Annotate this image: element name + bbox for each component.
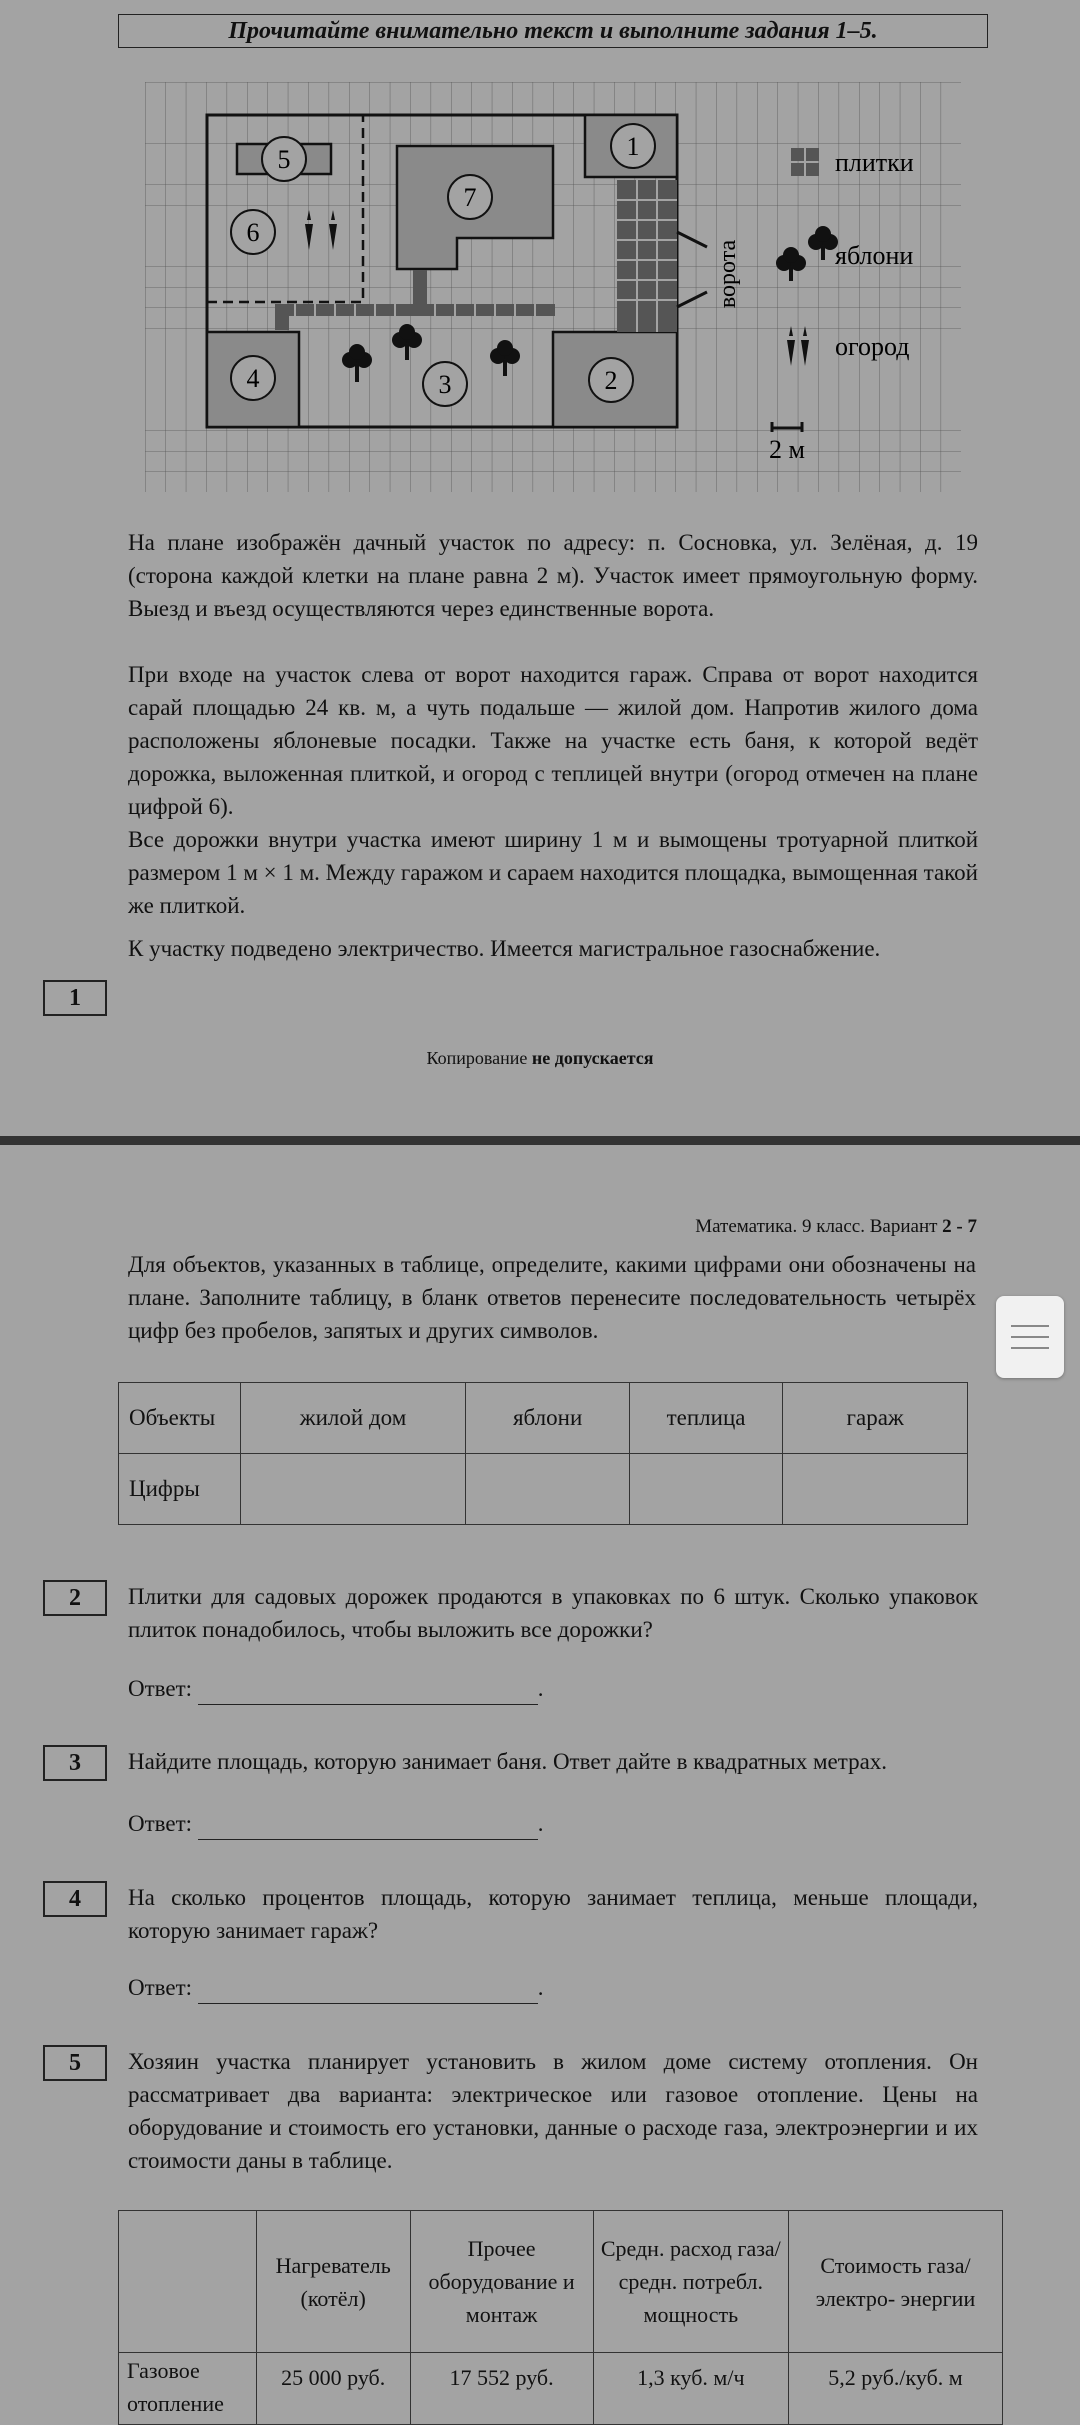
table-row	[119, 1383, 968, 1454]
svg-text:4: 4	[246, 364, 260, 393]
running-head-variant: 2 - 7	[942, 1216, 977, 1237]
svg-text:7: 7	[463, 183, 477, 212]
task-number-4: 4	[43, 1881, 107, 1917]
answer-cell[interactable]	[783, 1454, 968, 1525]
copyright-notice	[0, 1048, 1080, 1069]
running-head	[695, 1216, 977, 1238]
task2-text: Плитки для садовых дорожек продаются в упаковках по 6 штук. Сколько упаковок плиток понадобилось, чтобы выложить все дорожки?	[128, 1584, 978, 1642]
task3-text: Найдите площадь, которую занимает баня. Ответ дайте в квадратных метрах.	[128, 1749, 888, 1774]
table-row	[119, 1454, 968, 1525]
task2-answer: Ответ: .	[128, 1672, 978, 1705]
instructions-header: Прочитайте внимательно текст и выполните задания 1–5.	[118, 14, 988, 48]
table-cell	[119, 2211, 257, 2353]
svg-text:яблони: яблони	[835, 241, 914, 270]
answer-label: Ответ:	[128, 1811, 193, 1836]
gate-label: ворота	[715, 239, 741, 309]
task-number-5: 5	[43, 2045, 107, 2081]
svg-text:1: 1	[626, 132, 640, 161]
site-plan	[145, 82, 961, 492]
table-cell: 5,2 руб./куб. м	[789, 2353, 1003, 2425]
answer-label: Ответ:	[128, 1975, 193, 2000]
answer-cell[interactable]	[629, 1454, 783, 1525]
plan-description-1: На плане изображён дачный участок по адресу: п. Сосновка, ул. Зелёная, д. 19 (сторона каждой клетки на плане равна 2 м). Участок имеет прямоугольную форму. Выезд и въезд осуществляются через единственные ворота.	[128, 530, 978, 621]
table-cell: теплица	[629, 1383, 783, 1454]
svg-text:2: 2	[604, 366, 618, 395]
copy-bold: не допускается	[531, 1048, 654, 1068]
task5-table	[118, 2210, 1003, 2425]
task4-answer: Ответ: .	[128, 1971, 978, 2004]
table-cell: гараж	[783, 1383, 968, 1454]
answer-label: Ответ:	[128, 1676, 193, 1701]
table-cell: Стоимость газа/электро- энергии	[789, 2211, 1003, 2353]
task1-text: Для объектов, указанных в таблице, определите, какими цифрами они обозначены на плане. Заполните таблицу, в бланк ответов перенесите последовательность четырёх цифр без пробелов, запятых и других символов.	[128, 1252, 976, 1343]
table-cell: яблони	[466, 1383, 629, 1454]
task-number-3: 3	[43, 1745, 107, 1781]
plan-description-3: Все дорожки внутри участка имеют ширину 1 м и вымощены тротуарной плиткой размером 1 м × 1 м. Между гаражом и сараем находится площадка, вымощенная такой же плиткой.	[128, 827, 978, 918]
svg-text:огород: огород	[835, 332, 910, 361]
table-cell: Средн. расход газа/ средн. потребл. мощность	[593, 2211, 788, 2353]
page-divider	[0, 1136, 1080, 1145]
svg-text:5: 5	[277, 145, 291, 174]
task-number-1: 1	[43, 980, 107, 1016]
svg-text:6: 6	[246, 218, 260, 247]
answer-field[interactable]	[198, 1682, 538, 1705]
plan-description-4: К участку подведено электричество. Имеется магистральное газоснабжение.	[128, 936, 881, 961]
table-cell: 17 552 руб.	[410, 2353, 593, 2425]
table-cell: Нагреватель (котёл)	[256, 2211, 410, 2353]
menu-button[interactable]	[996, 1296, 1064, 1378]
menu-icon-line	[1011, 1325, 1049, 1327]
answer-field[interactable]	[198, 1981, 538, 2004]
table-cell: 1,3 куб. м/ч	[593, 2353, 788, 2425]
table-row	[119, 2353, 1003, 2425]
answer-cell[interactable]	[240, 1454, 466, 1525]
table-row	[119, 2211, 1003, 2353]
table-cell: Газовое отопление	[119, 2353, 257, 2425]
task1-table	[118, 1382, 968, 1525]
menu-icon-line	[1011, 1347, 1049, 1349]
running-head-title: Математика. 9 класс. Вариант	[695, 1216, 938, 1237]
answer-field[interactable]	[198, 1817, 538, 1840]
svg-text:плитки: плитки	[835, 148, 914, 177]
table-cell: Объекты	[119, 1383, 241, 1454]
task3-answer: Ответ: .	[128, 1807, 978, 1840]
table-cell: Прочее оборудование и монтаж	[410, 2211, 593, 2353]
table-cell: Цифры	[119, 1454, 241, 1525]
task5-text: Хозяин участка планирует установить в жилом доме систему отопления. Он рассматривает два варианта: электрическое или газовое отопление. Цены на оборудование и стоимость его установки, данные о расходе газа, электроэнергии и их стоимости даны в таблице.	[128, 2049, 978, 2173]
copy-prefix: Копирование	[426, 1048, 528, 1068]
svg-text:3: 3	[438, 370, 452, 399]
answer-cell[interactable]	[466, 1454, 629, 1525]
table-cell: 25 000 руб.	[256, 2353, 410, 2425]
svg-text:2 м: 2 м	[769, 435, 805, 464]
task-number-2: 2	[43, 1580, 107, 1616]
plan-description-2: При входе на участок слева от ворот находится гараж. Справа от ворот находится сарай площадью 24 кв. м, а чуть подальше — жилой дом. Напротив жилого дома расположены яблоневые посадки. Также на участке есть баня, к которой ведёт дорожка, выложенная плиткой, и огород с теплицей внутри (огород отмечен на плане цифрой 6).	[128, 662, 978, 819]
table-cell: жилой дом	[240, 1383, 466, 1454]
menu-icon-line	[1011, 1336, 1049, 1338]
task4-text: На сколько процентов площадь, которую занимает теплица, меньше площади, которую занимает гараж?	[128, 1885, 978, 1943]
